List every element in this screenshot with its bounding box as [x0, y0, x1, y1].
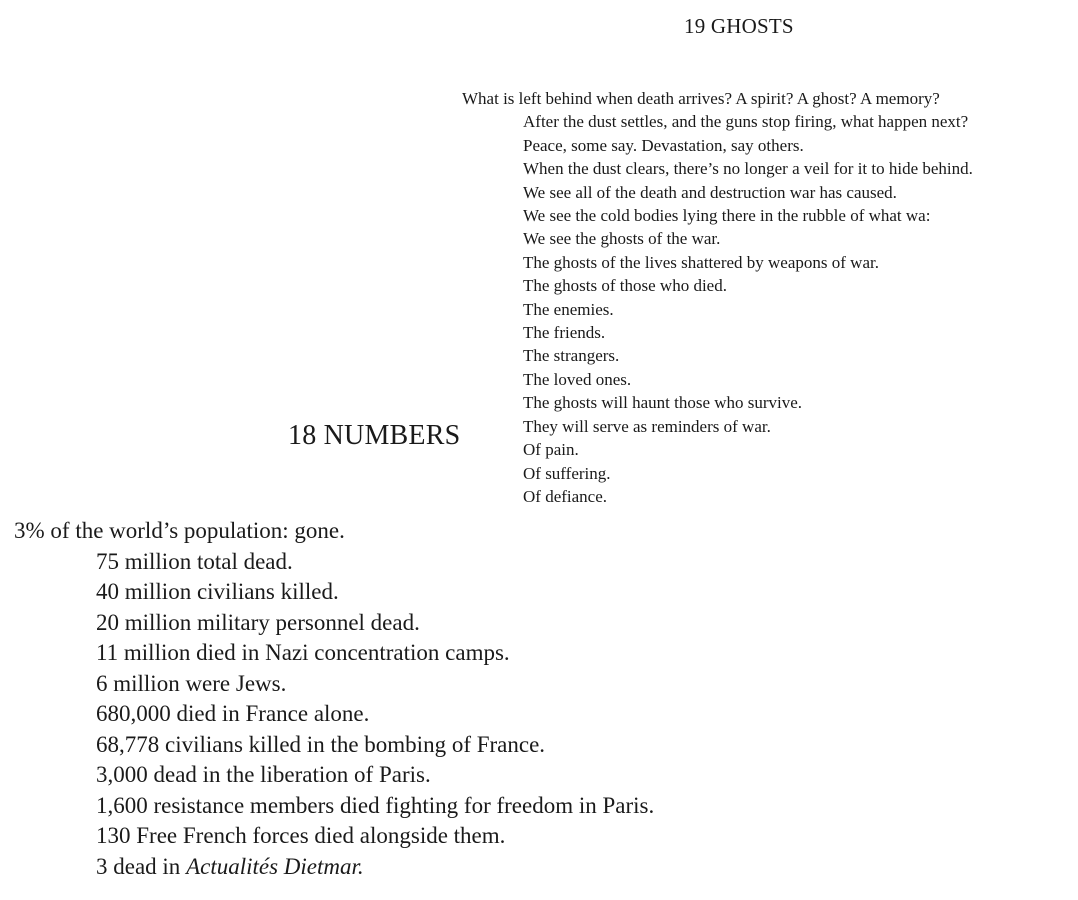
ghosts-line: The enemies.	[523, 299, 614, 319]
ghosts-line: Of defiance.	[523, 486, 608, 506]
ghosts-line: Of suffering.	[523, 463, 611, 483]
ghosts-text	[462, 87, 1078, 508]
ghosts-line: Of pain.	[523, 440, 579, 460]
ghosts-line: We see the ghosts of the war.	[523, 229, 721, 249]
ghosts-line: We see the cold bodies lying there in the rubble of what wa:	[523, 206, 931, 226]
ghosts-line: The ghosts will haunt those who survive.	[523, 393, 803, 413]
ghosts-line: Peace, some say. Devastation, say others.	[523, 135, 804, 155]
numbers-line: 68,778 civilians killed in the bombing of France.	[96, 731, 546, 757]
publication-title: Actualités Dietmar.	[186, 853, 364, 879]
numbers-line: 3% of the world’s population: gone.	[14, 518, 345, 543]
numbers-line: 20 million military personnel dead.	[96, 609, 420, 635]
ghosts-line: We see all of the death and destruction war has caused.	[523, 182, 897, 202]
ghosts-line: The friends.	[523, 323, 606, 343]
numbers-line: 130 Free French forces died alongside them.	[96, 823, 506, 848]
ghosts-line: They will serve as reminders of war.	[523, 416, 771, 436]
numbers-line-last	[14, 852, 914, 883]
numbers-line: 11 million died in Nazi concentration camps.	[96, 640, 510, 665]
ghosts-line: What is left behind when death arrives? A spirit? A ghost? A memory?	[462, 89, 940, 108]
ghosts-line: The ghosts of those who died.	[523, 276, 727, 296]
numbers-line: 75 million total dead.	[96, 548, 293, 574]
numbers-line-prefix: 3 dead in	[96, 853, 187, 879]
numbers-text	[14, 516, 914, 882]
ghosts-line: The ghosts of the lives shattered by weapons of war.	[523, 252, 879, 272]
numbers-line: 3,000 dead in the liberation of Paris.	[96, 762, 431, 787]
numbers-line: 1,600 resistance members died fighting for freedom in Paris.	[96, 792, 655, 818]
chapter-title-numbers: 18 NUMBERS	[288, 420, 461, 451]
chapter-title-ghosts: 19 GHOSTS	[684, 14, 794, 38]
numbers-line: 680,000 died in France alone.	[96, 701, 370, 726]
ghosts-line: The strangers.	[523, 346, 620, 366]
numbers-line: 6 million were Jews.	[96, 670, 287, 696]
numbers-line: 40 million civilians killed.	[96, 579, 339, 604]
ghosts-line: The loved ones.	[523, 369, 632, 389]
ghosts-line: After the dust settles, and the guns stop firing, what happen next?	[523, 112, 969, 132]
ghosts-line: When the dust clears, there’s no longer a veil for it to hide behind.	[523, 159, 973, 179]
ghosts-page	[462, 0, 1078, 600]
